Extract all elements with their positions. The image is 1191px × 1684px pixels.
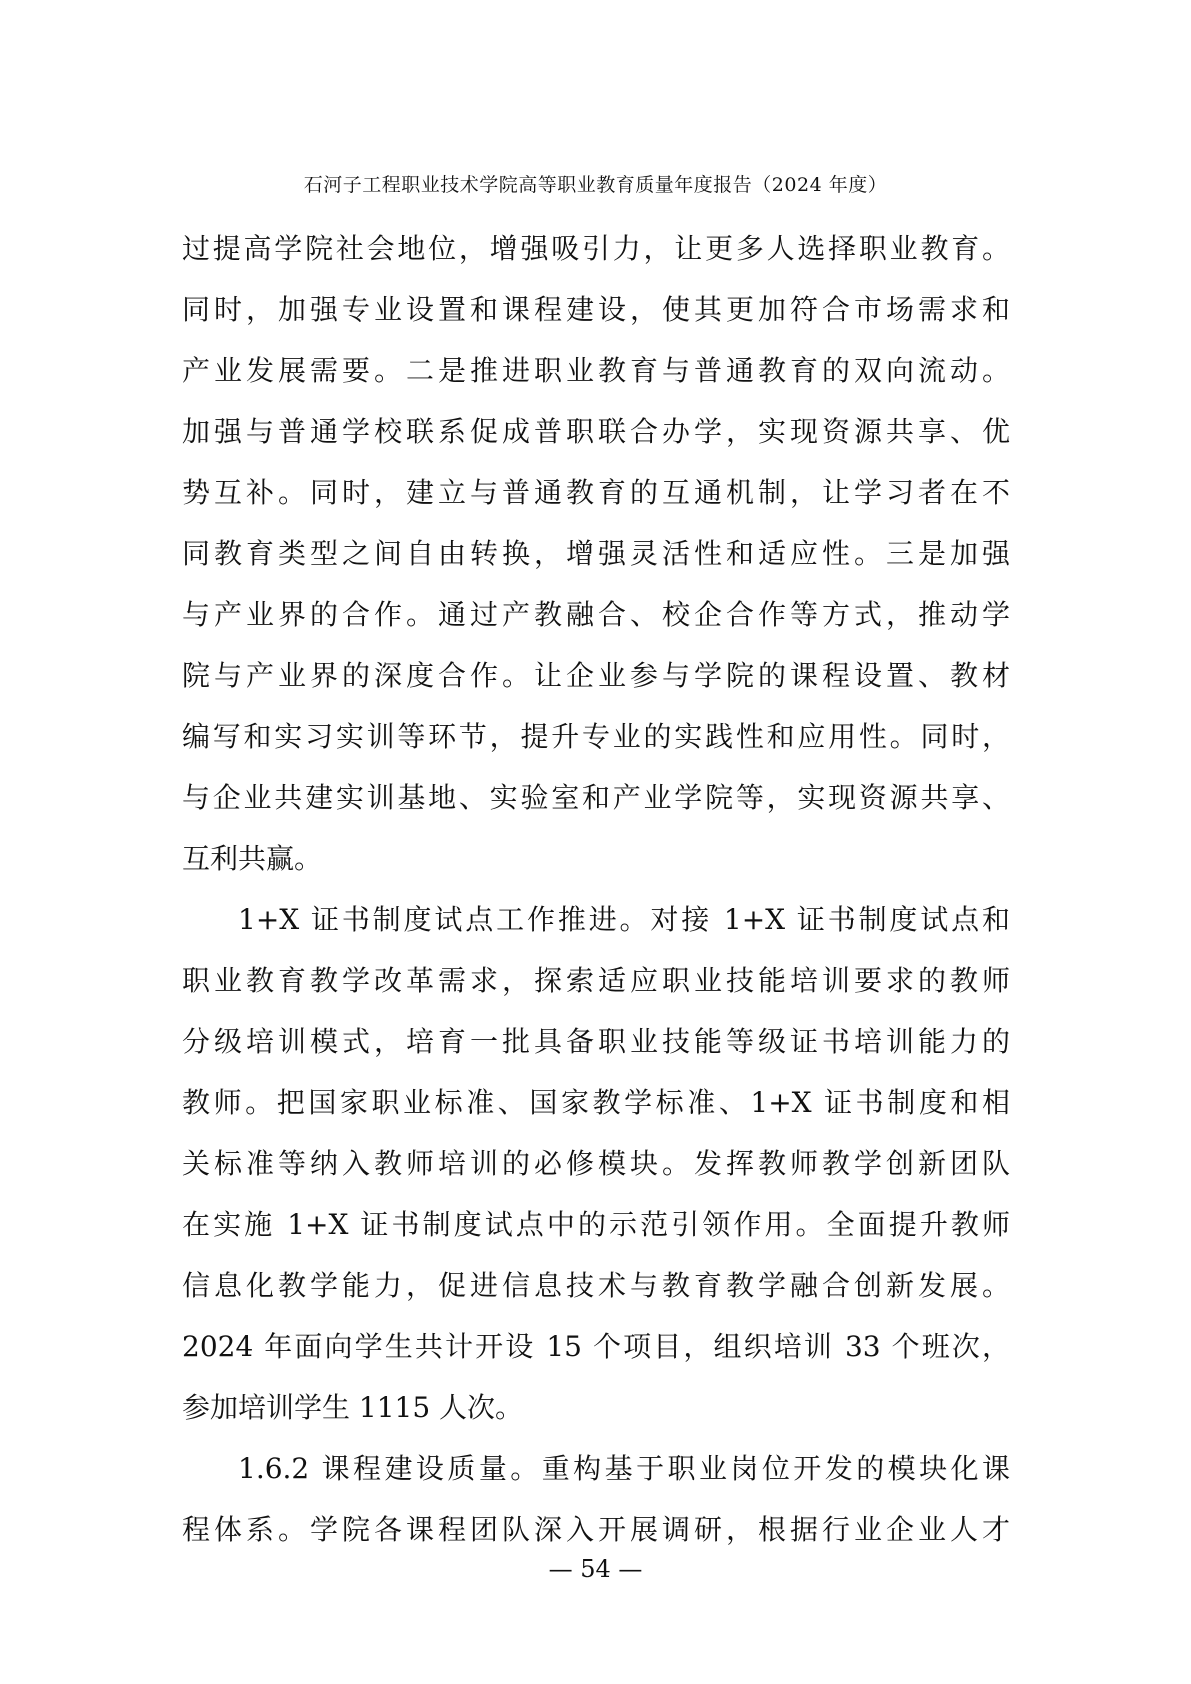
- report-header: 石河子工程职业技术学院高等职业教育质量年度报告（2024 年度）: [303, 174, 888, 196]
- text-line: 加强与普通学校联系促成普职联合办学，实现资源共享、优: [182, 415, 1010, 448]
- text-line: 编写和实习实训等环节，提升专业的实践性和应用性。同时，: [182, 720, 1010, 753]
- text-line: 程体系。学院各课程团队深入开展调研，根据行业企业人才: [182, 1513, 1010, 1546]
- text-line: 与产业界的合作。通过产教融合、校企合作等方式，推动学: [182, 598, 1010, 631]
- body-text: [182, 218, 1010, 1560]
- paragraph-first-line: 1.6.2 课程建设质量。重构基于职业岗位开发的模块化课: [238, 1452, 1010, 1485]
- text-line: 过提高学院社会地位，增强吸引力，让更多人选择职业教育。: [182, 232, 1010, 265]
- text-line: 同时，加强专业设置和课程建设，使其更加符合市场需求和: [182, 293, 1010, 326]
- text-line: 信息化教学能力，促进信息技术与教育教学融合创新发展。: [182, 1269, 1010, 1302]
- paragraph-first-line: 1+X 证书制度试点工作推进。对接 1+X 证书制度试点和: [238, 903, 1010, 936]
- text-line: 互利共赢。: [182, 842, 323, 875]
- page-number: — 54 —: [548, 1555, 643, 1583]
- text-line: 势互补。同时，建立与普通教育的互通机制，让学习者在不: [182, 476, 1010, 509]
- text-line: 院与产业界的深度合作。让企业参与学院的课程设置、教材: [182, 659, 1010, 692]
- text-line: 在实施 1+X 证书制度试点中的示范引领作用。全面提升教师: [182, 1208, 1010, 1241]
- text-line: 与企业共建实训基地、实验室和产业学院等，实现资源共享、: [182, 781, 1010, 814]
- text-line: 职业教育教学改革需求，探索适应职业技能培训要求的教师: [182, 964, 1010, 997]
- text-line: 教师。把国家职业标准、国家教学标准、1+X 证书制度和相: [182, 1086, 1010, 1119]
- text-line: 关标准等纳入教师培训的必修模块。发挥教师教学创新团队: [182, 1147, 1010, 1180]
- text-line: 2024 年面向学生共计开设 15 个项目，组织培训 33 个班次，: [182, 1330, 1010, 1363]
- text-line: 分级培训模式，培育一批具备职业技能等级证书培训能力的: [182, 1025, 1010, 1058]
- text-line: 同教育类型之间自由转换，增强灵活性和适应性。三是加强: [182, 537, 1010, 570]
- text-line: 产业发展需要。二是推进职业教育与普通教育的双向流动。: [182, 354, 1010, 387]
- text-line: 参加培训学生 1115 人次。: [182, 1391, 524, 1424]
